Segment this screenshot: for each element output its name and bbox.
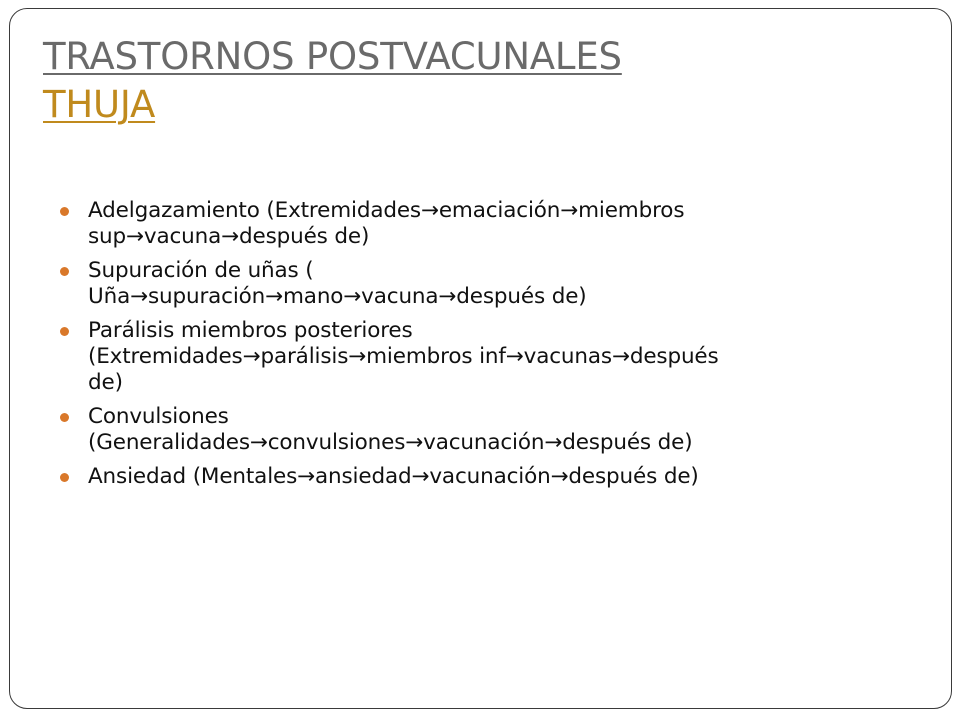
title-main-link[interactable]: TRASTORNOS POSTVACUNALES: [43, 35, 622, 78]
bullet-item: [60, 318, 890, 396]
bullet-line: Parálisis miembros posteriores: [88, 318, 413, 343]
slide-title: [43, 33, 903, 129]
bullet-line: Uña→supuración→mano→vacuna→después de): [88, 284, 587, 309]
bullet-dot-icon: [60, 327, 69, 336]
bullet-dot-icon: [60, 207, 69, 216]
title-sub-link[interactable]: THUJA: [43, 83, 156, 126]
bullet-line: Convulsiones: [88, 404, 229, 429]
bullet-item: [60, 198, 890, 250]
bullet-line: (Generalidades→convulsiones→vacunación→después de): [88, 430, 693, 455]
bullet-dot-icon: [60, 267, 69, 276]
bullet-item: [60, 464, 890, 490]
bullet-line: sup→vacuna→después de): [88, 224, 370, 249]
bullet-line: Ansiedad (Mentales→ansiedad→vacunación→después de): [88, 464, 699, 489]
bullet-line: Supuración de uñas (: [88, 258, 314, 283]
bullet-dot-icon: [60, 413, 69, 422]
bullet-list: [60, 198, 890, 498]
bullet-item: [60, 258, 890, 310]
bullet-line: Adelgazamiento (Extremidades→emaciación→miembros: [88, 198, 685, 223]
bullet-line: de): [88, 370, 123, 395]
bullet-item: [60, 404, 890, 456]
bullet-line: (Extremidades→parálisis→miembros inf→vacunas→después: [88, 344, 719, 369]
bullet-dot-icon: [60, 473, 69, 482]
